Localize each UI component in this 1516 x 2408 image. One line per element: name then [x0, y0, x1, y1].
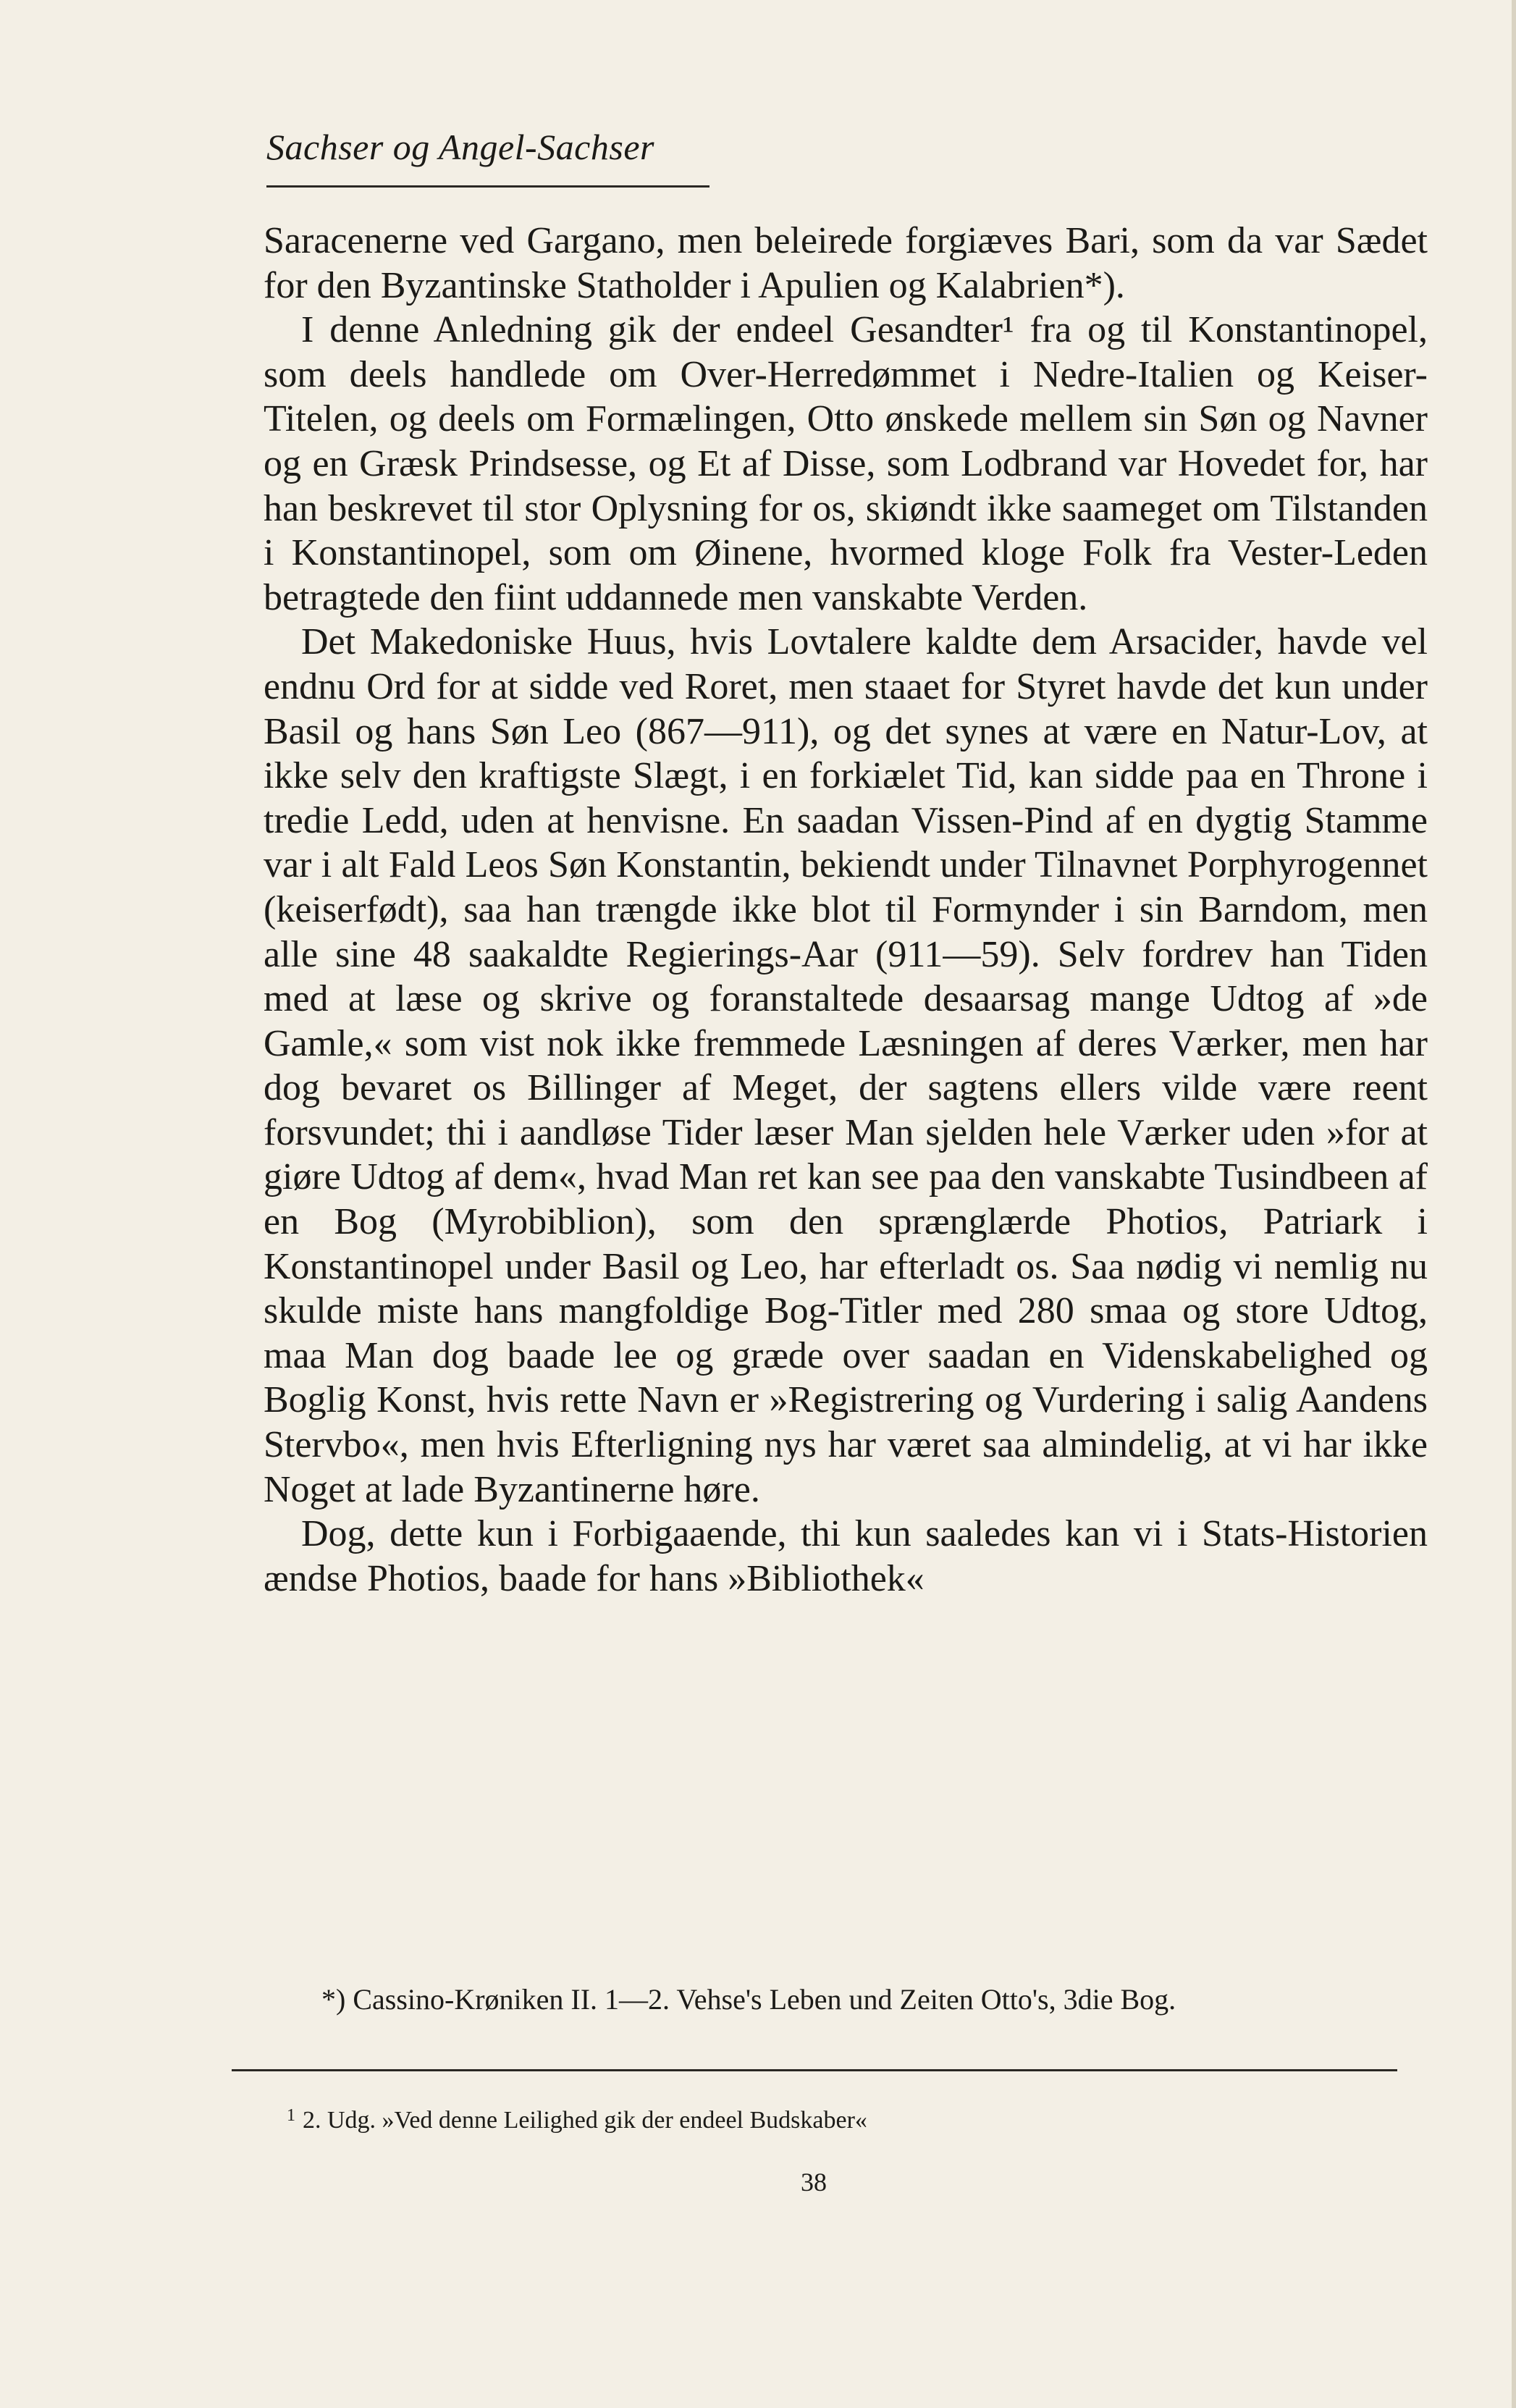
running-head-rule: [266, 185, 709, 188]
page-number: 38: [801, 2168, 827, 2197]
footnote-rule: [232, 2069, 1397, 2071]
footnote-star: *) Cassino-Krøniken II. 1—2. Vehse's Leben und Zeiten Otto's, 3die Bog.: [321, 1983, 1176, 2016]
footnote-1-marker: 1: [287, 2106, 295, 2125]
footnote-1: [287, 2107, 867, 2133]
running-head: Sachser og Angel-Sachser: [266, 127, 654, 167]
paragraph-1: Saracenerne ved Gargano, men beleirede forgiæves Bari, som da var Sædet for den Byzantinske Statholder i Apulien og Kalabrien*).: [264, 220, 1428, 306]
body-text: [264, 219, 1428, 1601]
paragraph-2: I denne Anledning gik der endeel Gesandter¹ fra og til Konstantinopel, som deels handlede om Over-Herredømmet i Nedre-Italien og Keiser-Titelen, og deels om Formælingen, Otto ønskede mellem sin Søn og Navner og en Græsk Prindsesse, og Et af Disse, som Lodbrand var Hovedet for, har han beskrevet til stor Oplysning for os, skiøndt ikke saameget om Tilstanden i Konstantinopel, som om Øinene, hvormed kloge Folk fra Vester-Leden betragtede den fiint uddannede men vanskabte Verden.: [264, 309, 1428, 618]
paragraph-3: Det Makedoniske Huus, hvis Lovtalere kaldte dem Arsacider, havde vel endnu Ord for at sidde ved Roret, men staaet for Styret havde det kun under Basil og hans Søn Leo (867—911), og det synes at være en Natur-Lov, at ikke selv den kraftigste Slægt, i en forkiælet Tid, kan sidde paa en Throne i tredie Ledd, uden at henvisne. En saadan Vissen-Pind af en dygtig Stamme var i alt Fald Leos Søn Konstantin, bekiendt under Tilnavnet Porphyrogennet (keiserfødt), saa han trængde ikke blot til Formynder i sin Barndom, men alle sine 48 saakaldte Regierings-Aar (911—59). Selv fordrev han Tiden med at læse og skrive og foranstaltede desaarsag mange Udtog af »de Gamle,« som vist nok ikke fremmede Læsningen af deres Værker, men har dog bevaret os Billinger af Meget, der sagtens ellers vilde være reent forsvundet; thi i aandløse Tider læser Man sjelden hele Værker uden »for at giøre Udtog af dem«, hvad Man ret kan see paa den vanskabte Tusindbeen af en Bog (Myrobiblion), som den sprænglærde Photios, Patriark i Konstantinopel under Basil og Leo, har efterladt os. Saa nødig vi nemlig nu skulde miste hans mangfoldige Bog-Titler med 280 smaa og store Udtog, maa Man dog baade lee og græde over saadan en Videnskabelighed og Boglig Konst, hvis rette Navn er »Registrering og Vurdering i salig Aandens Stervbo«, men hvis Efterligning nys har været saa almindelig, at vi har ikke Noget at lade Byzantinerne høre.: [264, 621, 1428, 1510]
footnote-1-text: 2. Udg. »Ved denne Leilighed gik der endeel Budskaber«: [303, 2107, 867, 2134]
page-edge-shadow: [1512, 0, 1516, 2408]
paragraph-4: Dog, dette kun i Forbigaaende, thi kun saaledes kan vi i Stats-Historien ændse Photios, baade for hans »Bibliothek«: [264, 1513, 1428, 1599]
